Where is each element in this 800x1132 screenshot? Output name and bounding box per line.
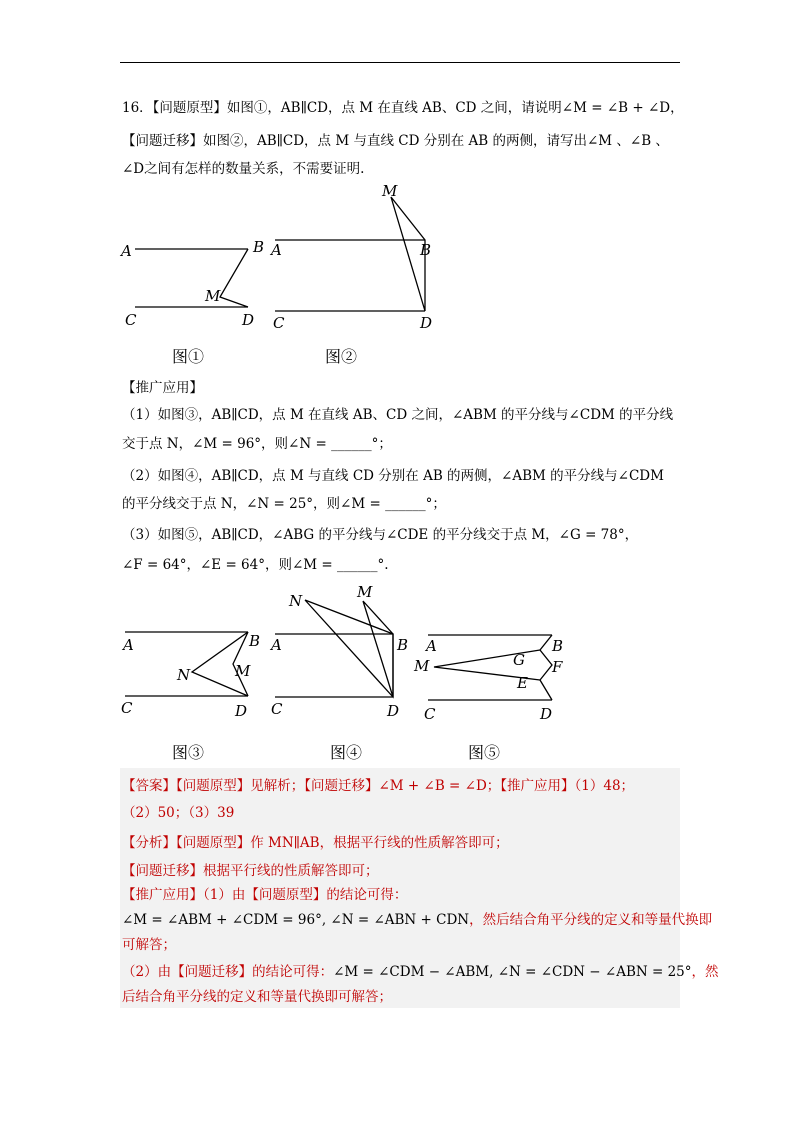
caption-fig-2: 图② <box>325 347 358 366</box>
analysis-line-3: 【推广应用】（1）由【问题原型】的结论可得： <box>122 887 408 903</box>
question-1-line-2: 交于点 N，∠M = 96°，则∠N = ______°； <box>122 436 392 452</box>
fig4-label-n: N <box>289 592 303 610</box>
fig1-label-a: A <box>121 242 132 260</box>
header-rule <box>120 62 680 63</box>
caption-fig-4: 图④ <box>330 743 363 762</box>
fig3-label-b: B <box>249 632 261 650</box>
formula-2: ∠M = ∠CDM − ∠ABM, ∠N = ∠CDN − ∠ABN = 25° <box>333 964 692 980</box>
formula-1: ∠M = ∠ABM + ∠CDM = 96°, ∠N = ∠ABN + CDN <box>122 912 470 928</box>
fig1-label-d: D <box>242 311 255 329</box>
fig2-label-m: M <box>382 182 398 200</box>
problem-line-2: 【问题迁移】如图②，AB∥CD，点 M 与直线 CD 分别在 AB 的两侧，请写出∠M 、∠B 、 <box>122 133 669 149</box>
fig3-label-c: C <box>121 699 133 717</box>
fig4-label-m: M <box>357 583 373 601</box>
fig5-label-m: M <box>414 657 430 675</box>
fig3-label-d: D <box>235 702 248 720</box>
figure-2 <box>265 180 445 335</box>
fig5-label-f: F <box>552 658 563 676</box>
problem-line-3: ∠D之间有怎样的数量关系，不需要证明. <box>122 161 365 177</box>
analysis-line-7: 后结合角平分线的定义和等量代换即可解答； <box>122 989 392 1005</box>
fig5-label-c: C <box>424 705 436 723</box>
analysis-line-5: 可解答； <box>122 937 176 953</box>
analysis-line-6 <box>122 962 719 982</box>
analysis-line-6-text: （2）由【问题迁移】的结论可得： <box>122 964 334 980</box>
caption-fig-5: 图⑤ <box>468 743 501 762</box>
figure-3 <box>115 620 275 725</box>
question-3-line-2: ∠F = 64°，∠E = 64°，则∠M = ______°. <box>122 557 389 573</box>
fig5-label-d: D <box>540 705 553 723</box>
question-2-line-1: （2）如图④，AB∥CD，点 M 与直线 CD 分别在 AB 的两侧，∠ABM 的平分线与∠CDM <box>122 468 664 484</box>
analysis-line-4 <box>122 910 712 930</box>
fig2-label-a: A <box>271 241 282 259</box>
analysis-line-2: 【问题迁移】根据平行线的性质解答即可； <box>122 863 379 879</box>
analysis-line-1: 【分析】【问题原型】作 MN∥AB，根据平行线的性质解答即可； <box>122 835 509 851</box>
question-3-line-1: （3）如图⑤，AB∥CD，∠ABG 的平分线与∠CDE 的平分线交于点 M，∠G = 78°， <box>122 527 639 543</box>
fig5-label-e: E <box>517 674 528 692</box>
fig1-label-m: M <box>205 287 221 305</box>
caption-fig-3: 图③ <box>172 743 205 762</box>
figure-4 <box>265 580 415 725</box>
caption-fig-1: 图① <box>172 347 205 366</box>
fig4-label-b: B <box>397 636 409 654</box>
figure-5 <box>410 625 575 725</box>
analysis-line-4-text: ，然后结合角平分线的定义和等量代换即 <box>469 912 713 928</box>
fig2-label-b: B <box>420 241 432 259</box>
fig3-label-n: N <box>177 666 191 684</box>
question-1-line-1: （1）如图③，AB∥CD，点 M 在直线 AB、CD 之间，∠ABM 的平分线与∠CDM 的平分线 <box>122 407 674 423</box>
fig5-label-b: B <box>552 637 564 655</box>
question-2-line-2: 的平分线交于点 N，∠N = 25°，则∠M = ______°； <box>122 496 446 512</box>
analysis-line-6-tail: ，然 <box>691 964 719 980</box>
fig1-label-b: B <box>253 238 265 256</box>
problem-line-1: 16．【问题原型】如图①，AB∥CD，点 M 在直线 AB、CD 之间，请说明∠M = ∠B + ∠D， <box>122 100 684 116</box>
answer-line-2: （2）50；（3）39 <box>122 805 235 821</box>
answer-line-1: 【答案】【问题原型】见解析；【问题迁移】∠M + ∠B = ∠D；【推广应用】（1）48； <box>122 778 635 794</box>
fig1-label-c: C <box>125 311 137 329</box>
extension-title: 【推广应用】 <box>122 380 203 396</box>
fig3-label-a: A <box>123 636 134 654</box>
figure-1 <box>115 225 275 335</box>
fig5-label-g: G <box>513 651 525 669</box>
fig4-label-c: C <box>271 700 283 718</box>
fig4-label-d: D <box>387 702 400 720</box>
fig3-label-m: M <box>235 662 251 680</box>
fig2-label-d: D <box>420 314 433 332</box>
fig2-label-c: C <box>273 314 285 332</box>
fig5-label-a: A <box>426 637 437 655</box>
fig4-label-a: A <box>271 636 282 654</box>
